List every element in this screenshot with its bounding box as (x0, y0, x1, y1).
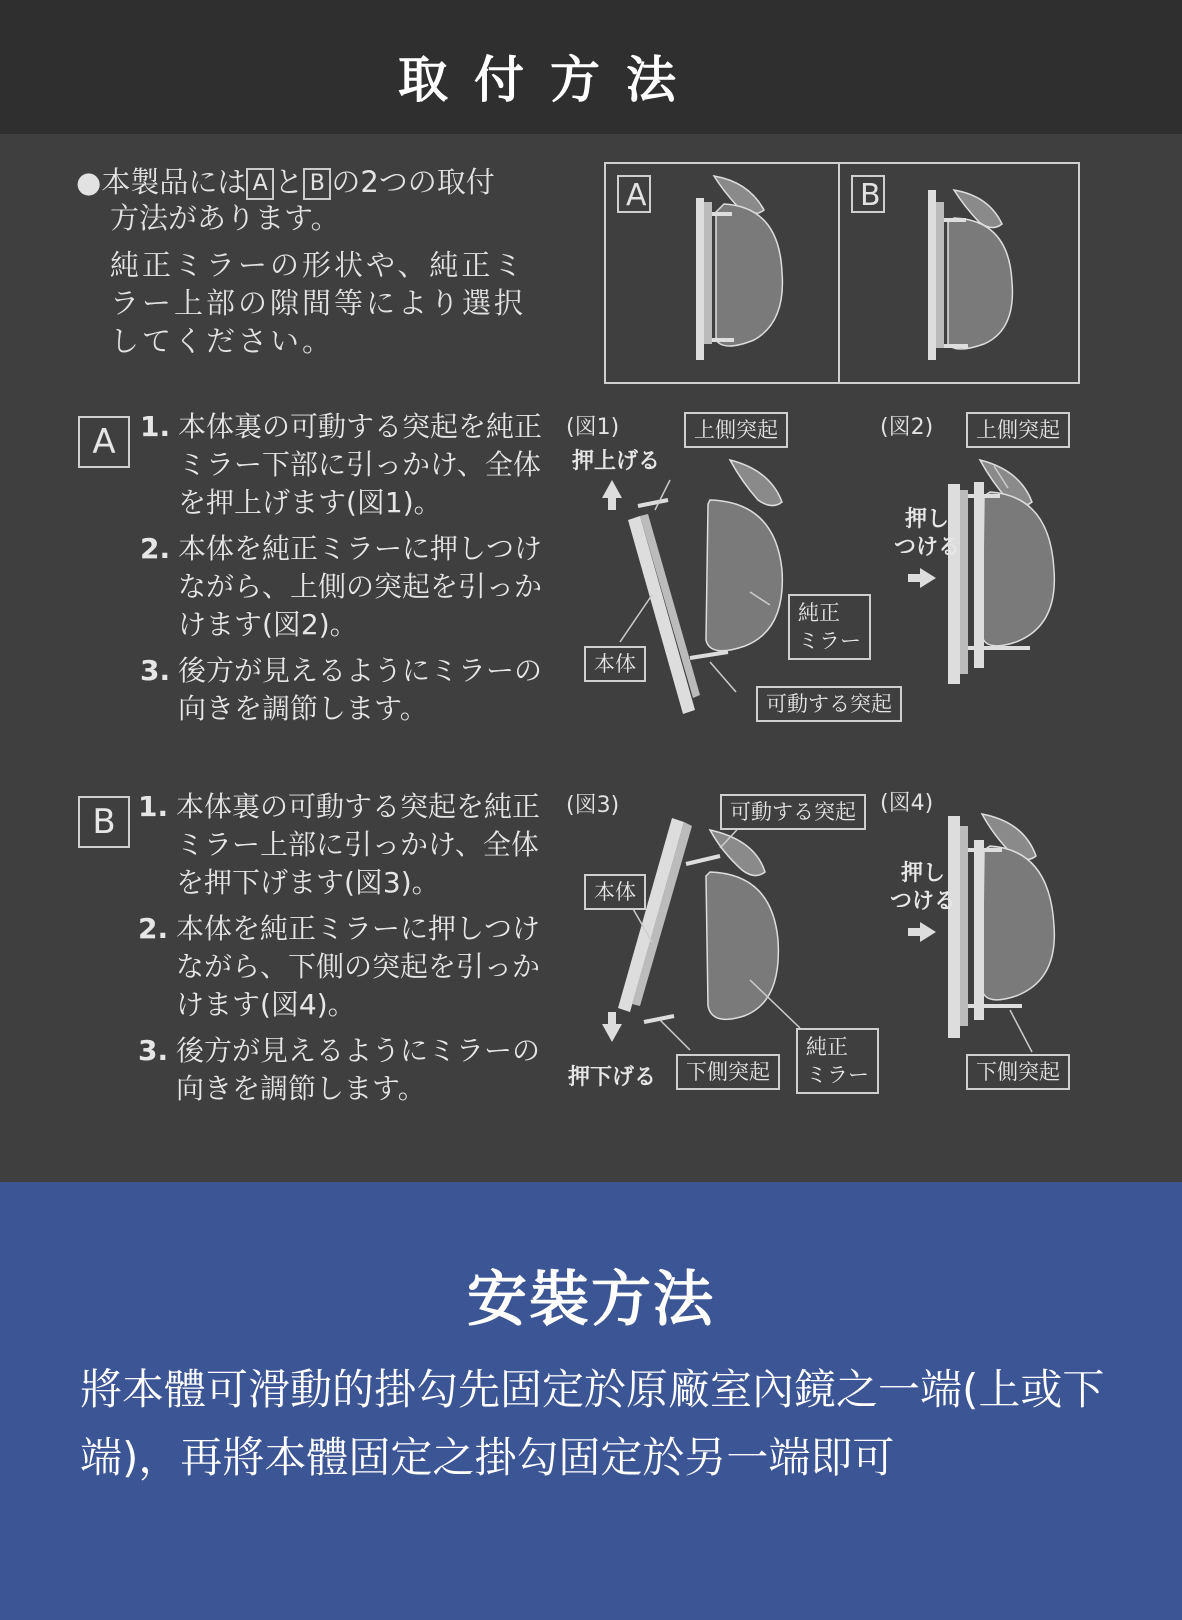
step-item: 3. 後方が見えるようにミラーの向きを調節します。 (138, 1034, 541, 1105)
translation-panel (0, 1182, 1182, 1620)
figure-3-caption: (図3) (566, 793, 620, 818)
mark-a-inline: A (246, 168, 274, 200)
step-item: 3. 後方が見えるようにミラーの向きを調節します。 (140, 654, 543, 725)
section-a-mark: A (78, 416, 130, 468)
step-item: 1. 本体裏の可動する突起を純正ミラー上部に引っかけ、全体を押下げます(図3)。 (138, 790, 541, 899)
press-label: 押し つける (890, 861, 957, 914)
figure-2-illustration (890, 440, 1090, 700)
translation-text: 將本體可滑動的掛勾先固定於原廠室內鏡之一端(上或下端)，再將本體固定之掛勾固定於另一端即可 (80, 1365, 1105, 1482)
overview-a-mirror-icon (696, 176, 782, 360)
body-label: 本体 (584, 646, 646, 682)
section-b-steps (138, 788, 558, 1116)
section-a-steps (140, 408, 560, 736)
movable-protrusion-label: 可動する突起 (756, 686, 902, 722)
step-item: 2. 本体を純正ミラーに押しつけながら、上側の突起を引っかけます(図2)。 (140, 532, 543, 641)
arrow-right-icon (908, 568, 936, 588)
arrow-right-icon (908, 922, 936, 942)
upper-protrusion-label: 上側突起 (684, 412, 788, 448)
push-down-label: 押下げる (568, 1065, 657, 1090)
arrow-up-icon (602, 480, 622, 510)
step-item: 2. 本体を純正ミラーに押しつけながら、下側の突起を引っかけます(図4)。 (138, 912, 541, 1021)
lower-protrusion-label: 下側突起 (676, 1054, 780, 1090)
press-label: 押し つける (894, 507, 961, 560)
arrow-down-icon (602, 1012, 622, 1042)
upper-protrusion-label: 上側突起 (966, 412, 1070, 448)
bullet-icon: ● (76, 165, 102, 199)
page-header (0, 0, 1182, 134)
figure-1-caption: (図1) (566, 415, 620, 440)
translation-title: 安裝方法 (467, 1265, 715, 1335)
mark-b-inline: B (303, 168, 331, 200)
overview-b-mirror-icon (928, 190, 1012, 360)
figure-4-illustration (890, 800, 1090, 1060)
intro-note: 純正ミラーの形状や、純正ミラー上部の隙間等により選択してください。 (110, 248, 527, 358)
overview-figure (604, 162, 1080, 384)
mirror-label: 純正 ミラー (788, 594, 871, 660)
overview-label-a: A (626, 178, 647, 213)
push-up-label: 押上げる (572, 449, 661, 474)
body-label: 本体 (584, 874, 646, 910)
lower-protrusion-label: 下側突起 (966, 1054, 1070, 1090)
movable-protrusion-label: 可動する突起 (720, 794, 866, 830)
overview-label-b: B (860, 178, 881, 213)
figure-2-caption: (図2) (880, 415, 934, 440)
intro-text: ●本製品には A と B の2つの取付 方法があります。 (76, 165, 495, 235)
mirror-label: 純正 ミラー (796, 1028, 879, 1094)
step-item: 1. 本体裏の可動する突起を純正ミラー下部に引っかけ、全体を押上げます(図1)。 (140, 410, 543, 519)
page-title: 取付方法 (398, 51, 702, 109)
section-b-mark: B (78, 796, 130, 848)
figure-4-caption: (図4) (880, 791, 934, 816)
